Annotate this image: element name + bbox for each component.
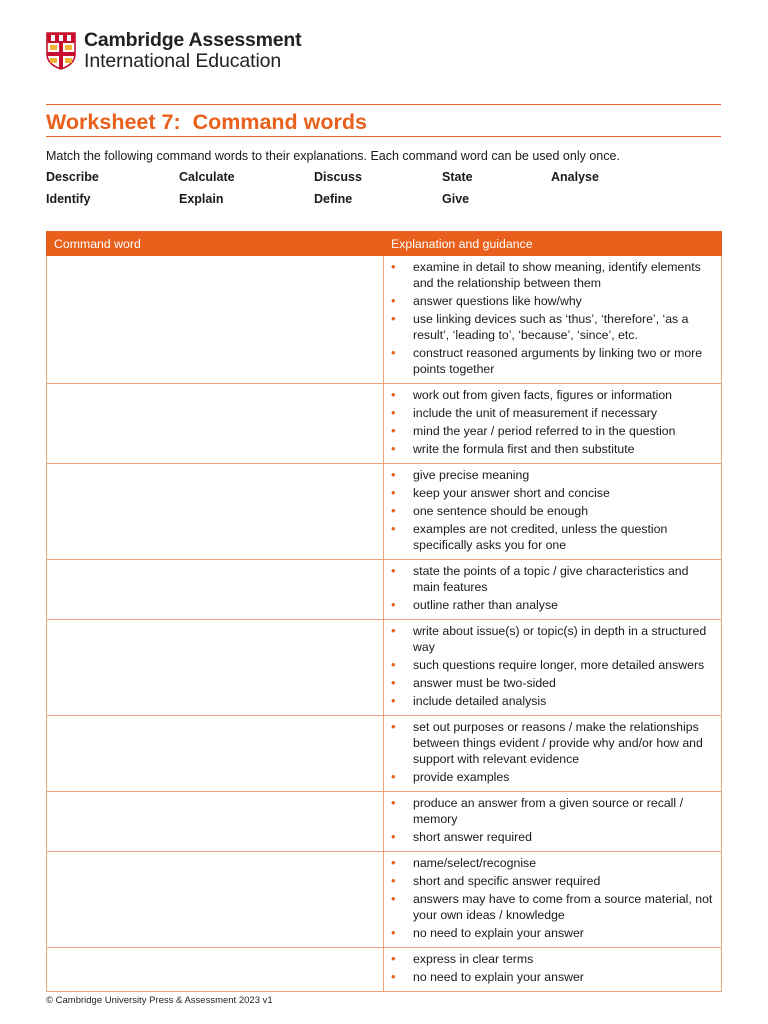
explanation-cell — [384, 560, 722, 620]
command-word-answer-cell[interactable] — [47, 620, 384, 716]
guidance-bullet: • state the points of a topic / give characteristics and main features — [413, 563, 715, 595]
table-row — [47, 852, 722, 948]
explanation-cell — [384, 792, 722, 852]
guidance-bullet: • examples are not credited, unless the question specifically asks you for one — [413, 521, 715, 553]
instructions: Match the following command words to their explanations. Each command word can be used only once. — [46, 149, 620, 163]
guidance-bullet: • name/select/recognise — [413, 855, 715, 871]
guidance-bullet: • construct reasoned arguments by linking two or more points together — [413, 345, 715, 377]
guidance-list — [384, 948, 721, 991]
explanation-cell — [384, 384, 722, 464]
command-word-answer-cell[interactable] — [47, 560, 384, 620]
table-header-row — [47, 232, 722, 256]
command-word-answer-cell[interactable] — [47, 716, 384, 792]
guidance-list — [384, 716, 721, 791]
logo-line-2: International Education — [84, 50, 282, 72]
command-word: Calculate — [179, 170, 235, 184]
guidance-bullet: • answers may have to come from a source material, not your own ideas / knowledge — [413, 891, 715, 923]
cambridge-shield-icon — [46, 32, 76, 70]
guidance-bullet: • keep your answer short and concise — [413, 485, 715, 501]
command-word-answer-cell[interactable] — [47, 464, 384, 560]
command-word: Describe — [46, 170, 99, 184]
command-word-answer-cell[interactable] — [47, 384, 384, 464]
explanation-cell — [384, 620, 722, 716]
guidance-bullet: • produce an answer from a given source or recall / memory — [413, 795, 715, 827]
page-title: Worksheet 7: Command words — [46, 110, 367, 134]
guidance-bullet: • write about issue(s) or topic(s) in depth in a structured way — [413, 623, 715, 655]
guidance-list — [384, 256, 721, 383]
guidance-bullet: • examine in detail to show meaning, identify elements and the relationship between them — [413, 259, 715, 291]
guidance-bullet: • outline rather than analyse — [413, 597, 715, 613]
logo-line-1: Cambridge Assessment — [84, 29, 302, 51]
command-word-row — [46, 170, 666, 192]
command-word: Give — [442, 192, 470, 206]
table-row — [47, 560, 722, 620]
guidance-list — [384, 852, 721, 947]
guidance-bullet: • short and specific answer required — [413, 873, 715, 889]
explanation-cell — [384, 948, 722, 992]
guidance-bullet: • provide examples — [413, 769, 715, 785]
guidance-bullet: • one sentence should be enough — [413, 503, 715, 519]
guidance-bullet: • set out purposes or reasons / make the relationships between things evident / provide why and/or how and support with relevant evidence — [413, 719, 715, 767]
guidance-list — [384, 464, 721, 559]
table-row — [47, 948, 722, 992]
explanation-cell — [384, 256, 722, 384]
guidance-bullet: • no need to explain your answer — [413, 969, 715, 985]
table-row — [47, 384, 722, 464]
guidance-bullet: • mind the year / period referred to in the question — [413, 423, 715, 439]
command-word: State — [442, 170, 473, 184]
table-row — [47, 464, 722, 560]
table-row — [47, 256, 722, 384]
guidance-bullet: • include detailed analysis — [413, 693, 715, 709]
explanation-cell — [384, 716, 722, 792]
guidance-bullet: • work out from given facts, figures or information — [413, 387, 715, 403]
command-word-answer-cell[interactable] — [47, 948, 384, 992]
guidance-list — [384, 384, 721, 463]
guidance-bullet: • answer must be two-sided — [413, 675, 715, 691]
command-word-table — [46, 231, 722, 992]
cambridge-logo — [46, 31, 301, 71]
explanation-cell — [384, 852, 722, 948]
command-word-answer-cell[interactable] — [47, 256, 384, 384]
table-row — [47, 716, 722, 792]
guidance-bullet: • such questions require longer, more detailed answers — [413, 657, 715, 673]
guidance-bullet: • use linking devices such as ‘thus’, ‘therefore’, ‘as a result’, ‘leading to’, ‘because’, ‘since’, etc. — [413, 311, 715, 343]
command-word-list — [46, 170, 666, 214]
title-block — [46, 104, 721, 137]
copyright-footer: © Cambridge University Press & Assessment 2023 v1 — [46, 995, 273, 1006]
command-word: Explain — [179, 192, 224, 206]
guidance-list — [384, 560, 721, 619]
table-row — [47, 792, 722, 852]
command-word: Analyse — [551, 170, 599, 184]
header-explanation: Explanation and guidance — [384, 232, 722, 256]
guidance-bullet: • short answer required — [413, 829, 715, 845]
header-command-word: Command word — [47, 232, 384, 256]
command-word-answer-cell[interactable] — [47, 792, 384, 852]
guidance-bullet: • answer questions like how/why — [413, 293, 715, 309]
guidance-list — [384, 792, 721, 851]
guidance-bullet: • no need to explain your answer — [413, 925, 715, 941]
command-word-row — [46, 192, 666, 214]
guidance-bullet: • write the formula first and then substitute — [413, 441, 715, 457]
table-row — [47, 620, 722, 716]
explanation-cell — [384, 464, 722, 560]
command-word: Define — [314, 192, 353, 206]
guidance-bullet: • include the unit of measurement if necessary — [413, 405, 715, 421]
command-word-answer-cell[interactable] — [47, 852, 384, 948]
guidance-list — [384, 620, 721, 715]
command-word: Discuss — [314, 170, 362, 184]
command-word: Identify — [46, 192, 91, 206]
guidance-bullet: • express in clear terms — [413, 951, 715, 967]
guidance-bullet: • give precise meaning — [413, 467, 715, 483]
